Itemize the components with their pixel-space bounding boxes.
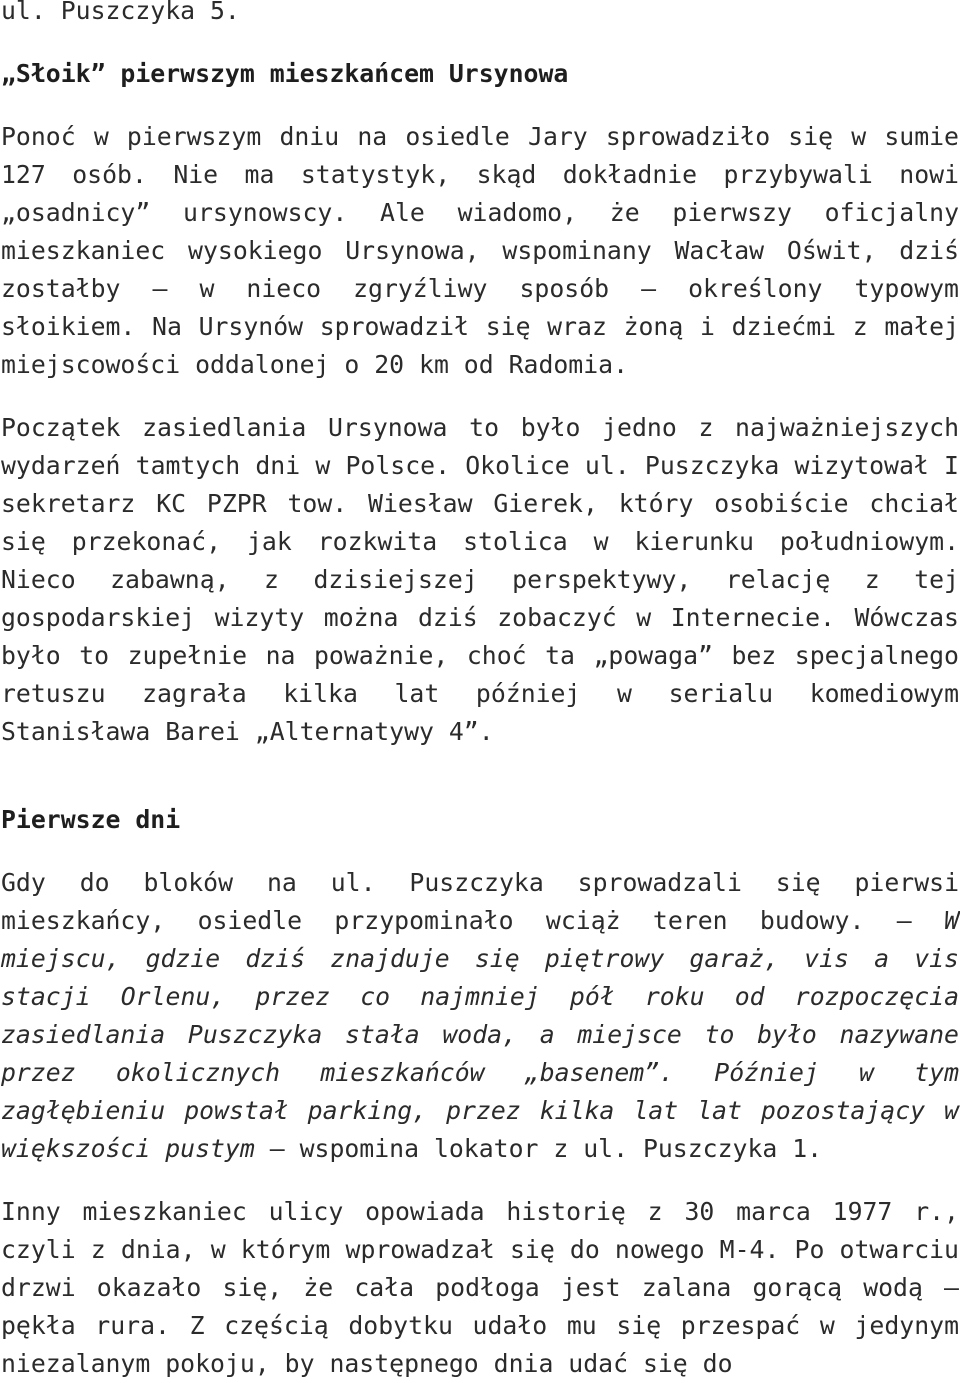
spacer	[1, 93, 959, 118]
spacer	[1, 839, 959, 864]
paragraph-first-days	[1, 864, 959, 1168]
spacer	[1, 1168, 959, 1193]
paragraph-flooded-flat: Inny mieszkaniec ulicy opowiada historię z 30 marca 1977 r., czyli z dnia, w którym wprowadzał się do nowego M-4. Po otwarciu drzwi okazało się, że cała podłoga jest zalana gorącą wodą – pękła rura. Z częścią dobytku udało mu się przespać w jedynym niezalanym pokoju, by następnego dnia udać się do	[1, 1197, 959, 1378]
paragraph-settlement-start: Początek zasiedlania Ursynowa to było jedno z najważniejszych wydarzeń tamtych dni w Polsce. Okolice ul. Puszczyka wizytował I sekretarz KC PZPR tow. Wiesław Gierek, który osobiście chciał się przekonać, jak rozkwita stolica w kierunku południowym. Nieco zabawną, z dzisiejszej perspektywy, relację z tej gospodarskiej wizyty można dziś zobaczyć w Internecie. Wówczas było to zupełnie na poważnie, choć ta „powaga” bez specjalnego retuszu zagrała kilka lat później w serialu komediowym Stanisława Barei „Alternatywy 4”.	[1, 413, 959, 746]
spacer	[1, 751, 959, 801]
paragraph-first-resident: Ponoć w pierwszym dniu na osiedle Jary sprowadziło się w sumie 127 osób. Nie ma statystyk, skąd dokładnie przybywali nowi „osadnicy” ursynowscy. Ale wiadomo, że pierwszy oficjalny mieszkaniec wysokiego Ursynowa, wspominany Wacław Oświt, dziś zostałby – w nieco zgryźliwy sposób – określony typowym słoikiem. Na Ursynów sprowadził się wraz żoną i dziećmi z małej miejscowości oddalonej o 20 km od Radomia.	[1, 122, 959, 379]
spacer	[1, 30, 959, 55]
paragraph-tail: – wspomina lokator z ul. Puszczyka 1.	[254, 1134, 823, 1163]
paragraph-lead: Gdy do bloków na ul. Puszczyka sprowadzali się pierwsi mieszkańcy, osiedle przypominało wciąż teren budowy. –	[1, 868, 959, 935]
section-heading-first-days: Pierwsze dni	[1, 805, 181, 834]
intro-line: ul. Puszczyka 5.	[1, 0, 240, 25]
resident-quote: W miejscu, gdzie dziś znajduje się piętrowy garaż, vis a vis stacji Orlenu, przez co najmniej pół roku od rozpoczęcia zasiedlania Puszczyka stała woda, a miejsce to było nazywane przez okolicznych mieszkańców „basenem”. Później w tym zagłębieniu powstał parking, przez kilka lat lat pozostający w większości pustym	[1, 906, 959, 1163]
article-page	[1, 0, 959, 1383]
spacer	[1, 384, 959, 409]
section-heading-first-resident: „Słoik” pierwszym mieszkańcem Ursynowa	[1, 59, 569, 88]
